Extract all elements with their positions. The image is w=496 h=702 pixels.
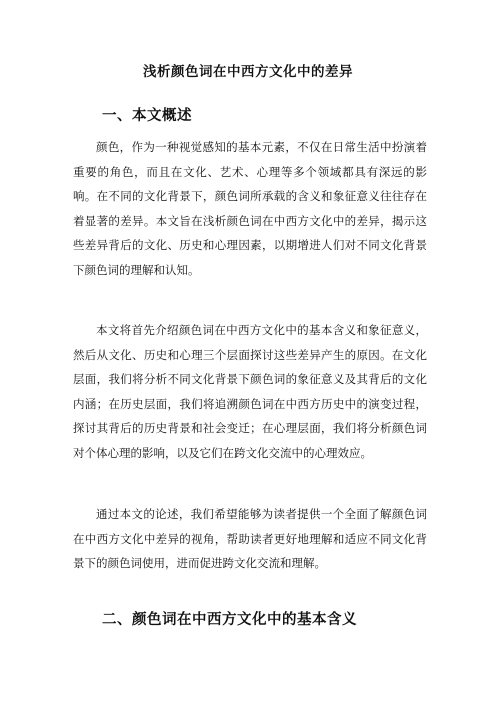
paragraph-intro: 颜色，作为一种视觉感知的基本元素，不仅在日常生活中扮演着重要的角色，而且在文化、艺术、心理等多个领域都具有深远的影响。在不同的文化背景下，颜色词所承载的含义和象征意义往往存在着显著的差异。本文旨在浅析颜色词在中西方文化中的差异，揭示这些差异背后的文化、历史和心理因素，以期增进人们对不同文化背景下颜色词的理解和认知。 (73, 140, 427, 277)
document-title: 浅析颜色词在中西方文化中的差异 (143, 64, 353, 80)
paragraph-purpose: 通过本文的论述，我们希望能够为读者提供一个全面了解颜色词在中西方文化中差异的视角，帮助读者更好地理解和适应不同文化背景下的颜色词使用，进而促进跨文化交流和理解。 (73, 507, 427, 570)
section-heading-basic-meaning: 二、颜色词在中西方文化中的基本含义 (102, 611, 357, 628)
paragraph-structure: 本文将首先介绍颜色词在中西方文化中的基本含义和象征意义，然后从文化、历史和心理三个层面探讨这些差异产生的原因。在文化层面，我们将分析不同文化背景下颜色词的象征意义及其背后的文化内涵；在历史层面，我们将追溯颜色词在中西方历史中的演变过程，探讨其背后的历史背景和社会变迁；在心理层面，我们将分析颜色词对个体心理的影响，以及它们在跨文化交流中的心理效应。 (73, 323, 427, 460)
section-heading-overview: 一、本文概述 (102, 107, 192, 124)
